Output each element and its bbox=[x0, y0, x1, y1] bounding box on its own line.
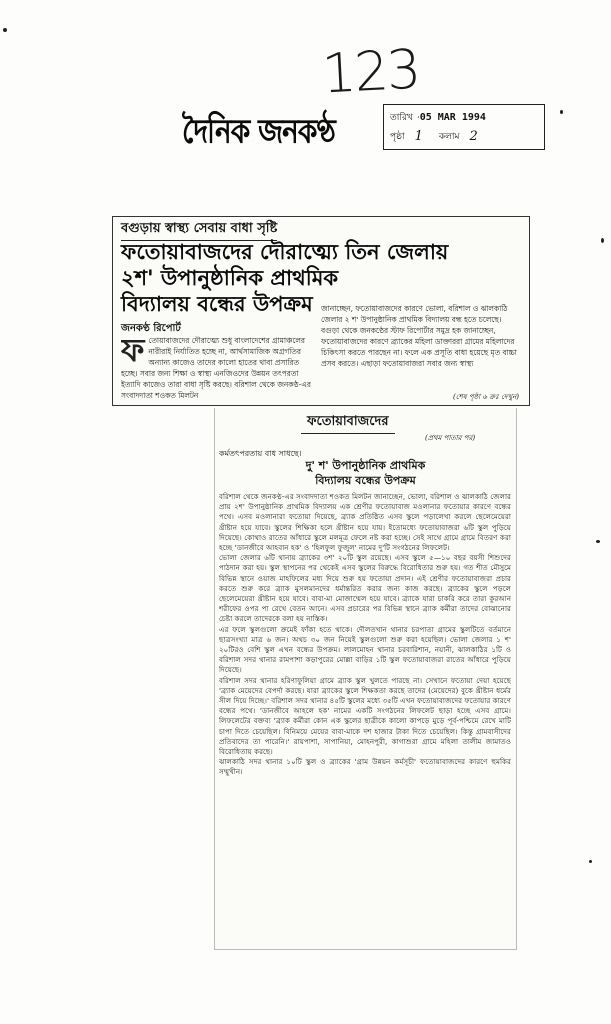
headline-line-1: ফতোয়াবাজদের দৌরাত্ম্যে তিন জেলায় bbox=[121, 239, 449, 264]
scan-speck bbox=[589, 860, 592, 863]
scan-speck bbox=[596, 540, 600, 543]
continuation-sub-note: (প্রথম পাতার পর) bbox=[425, 434, 476, 442]
headline-line-2: ২শ' উপানুষ্ঠানিক প্রাথমিক bbox=[121, 265, 339, 290]
article-right-column: জানাচ্ছেন, ফতোয়াবাজদের কারণে ভোলা, বরিশাল ও ঝালকাঠি জেলার ২ শ' উপানুষ্ঠানিক প্রাথমিক বিদ্যালয় বন্ধ হতে চলেছে। বগুড়া থেকে জনকণ্ঠের স্টাফ রিপোর্টার সমুদ্র হক জানাচ্ছেন, ফতোয়াবাজদের কারণে ব্র্যাকের মহিলা ডাক্তাররা গ্রামের মহিলাদের চিকিৎসা করতে পারছেন না। ফলে এক প্রসূতি বাধা হয়েছে মৃত বাচ্চা প্রসব করতে। এছাড়া ফতোয়াবাজরা সবার জন্য স্বাস্থ্য bbox=[321, 304, 517, 368]
article-byline: জনকণ্ঠ রিপোর্ট bbox=[121, 323, 181, 334]
article-left-column bbox=[121, 335, 311, 399]
stamp-page-label: পৃষ্ঠা bbox=[390, 132, 405, 142]
scan-speck bbox=[560, 110, 563, 114]
body-paragraph: ঝালকাঠি সদর থানার ১০টি স্কুল ও ব্র্যাকের 'গ্রাম উন্নয়ন কর্মসূচী' ফতোয়াবাজদের কারণে হুমকির সম্মুখীন। bbox=[219, 757, 511, 777]
continuation-heading: ফতোয়াবাজদের bbox=[301, 412, 395, 434]
continuation-lead: কর্মতৎপরতায় বাধ সাধছে। bbox=[219, 449, 302, 458]
continued-note: (শেষ পৃষ্ঠা ৬ ক্রঃ দেখুন) bbox=[453, 393, 519, 401]
stamp-date-label: তারিখ bbox=[390, 113, 413, 123]
stamp-column-value: 2 bbox=[469, 129, 478, 144]
body-paragraph: বরিশাল থেকে জনকণ্ঠ-এর সংবাদদাতা শওকত মিলটন জানাচ্ছেন, ভোলা, বরিশাল ও ঝালকাঠি জেলার প্রায় ২শ' উপানুষ্ঠানিক প্রাথমিক বিদ্যালয় এক শ্রেণীর ফতোয়াবাজ মওলানার ফতোয়ার কারণে বন্ধের পথে। এসব মওলানারা ফতোয়া দিয়েছে, ব্র্যাক প্রতিষ্ঠিত এসব স্কুলে পড়ালেখা করলে ছেলেমেয়েরা খ্রীষ্টান হয়ে যাবে। স্কুলের শিক্ষিকা হলে খ্রীষ্টান হয়ে যায়। ইতোমধ্যে ফতোয়াবাজরা ৬টি স্কুল পুড়িয়ে দিয়েছে। কোথাও রাতের আঁধারে স্কুলে মলমূত্র ফেলে নষ্ট করা হচ্ছে। সেই সাথে গ্রামে গ্রামে বিতরণ করা হচ্ছে 'ডানজীবে আহবান হক' ও 'হিলফুল ফুজুল' নামের দু'টি সংগঠনের লিফলেট। bbox=[219, 492, 511, 553]
subhead-line-2: বিদ্যালয় বন্ধের উপক্রম bbox=[315, 474, 416, 487]
stamp-page-value: 1 bbox=[414, 129, 423, 144]
stamp-page-row bbox=[390, 127, 538, 146]
scan-speck bbox=[3, 28, 7, 32]
archive-stamp bbox=[383, 104, 545, 150]
handwritten-page-number: 123 bbox=[320, 37, 421, 106]
subhead-line-1: দু' শ' উপানুষ্ঠানিক প্রাথমিক bbox=[305, 459, 426, 472]
body-paragraph: বরিশাল সদর থানার হরিণাফুলিয়া গ্রামে ব্র্যাক স্কুল খুলতে পারছে না। সেখানে ফতোয়া দেয়া হয়েছে 'ব্র্যাক মেয়েদের বেপর্দা করছে। যারা ব্র্যাকের স্কুলে শিক্ষকতা করছে তাদের (মেয়েদের) বুকে খ্রীষ্টান ধর্মের সীল দিয়ে দিচ্ছে।' বরিশাল সদর থানার ৪৫টি স্কুলের মধ্যে ৩৫টি এখন ফতোয়াবাজদের ফতোয়ার কারণে বন্ধের পথে। 'ডানজীবে আহলে হক' নামের একটি সংগঠনের লিফলেট ছাড়া হচ্ছে এসব গ্রামে। লিফলেটের বক্তব্য 'ব্র্যাক কর্মীরা কোন এক স্কুলের ছাত্রীকে কালো কাপড়ে মুড়ে পূর্ব-পশ্চিমে রেখে মাটি চাপা দিতে চেয়েছিল। বিনিময়ে মেয়ের বাবা-মাকে দশ হাজার টাকা দিতে চেয়েছিল। কিন্তু গ্রামবাসীদের প্রতিবাদের তা পারেনি।' রায়পাশা, সাপানিয়া, মোহনপুরী, কাগাশুরা গ্রামে মহিলা তালীম জামাতও বিরোধিতায় করছে। bbox=[219, 675, 511, 757]
continuation-subhead bbox=[215, 458, 516, 488]
left-column-text: তোয়াবাজদের দৌরাত্ম্যে শুধু বাংলাদেশের গ্রামাঞ্চলের নারীরাই নির্যাতিত হচ্ছে না, আর্থসামাজিক অগ্রগতির অন্যান্য কাজেও তাদের কালো হাতের থাবা প্রসারিত হচ্ছে। সবার জন্য শিক্ষা ও স্বাস্থ্য এনজিওদের উন্নয়ন তৎপরতা ইত্যাদি কাজেও তারা বাধা সৃষ্টি করছে। বরিশাল থেকে জনকণ্ঠ-এর সংবাদদাতা শওকত মিলটন bbox=[121, 336, 311, 399]
continuation-body bbox=[219, 492, 511, 944]
stamp-sep: · bbox=[416, 112, 420, 123]
stamp-date-value: 05 MAR 1994 bbox=[419, 112, 486, 123]
front-page-clipping bbox=[112, 216, 530, 406]
stamp-date-row bbox=[390, 108, 538, 127]
body-paragraph: এর ফলে স্কুলগুলো ক্রমেই ফাঁকা হতে থাকে। দৌলতখান থানার চরপাতা গ্রামের স্কুলটিতে বর্তমানে ছাত্রসংখ্যা মাত্র ৬ জন। অথচ ৩০ জন নিয়েই স্কুলগুলো শুরু করা হয়েছিল। ভোলা জেলার ১ শ' ২০টিরও বেশি স্কুল এখন বন্ধের উপক্রম। লালমোহন থানার চরবারিশান, নয়ানী, ঝালকাঠির ১টি ও বরিশাল সদর থানার রামপাশা কড়াপুরের মোল্লা বাড়ির ১টি স্কুল ফতোয়াবাজরা রাতের আঁধারে পুড়িয়ে দিয়েছে। bbox=[219, 624, 511, 675]
scan-speck bbox=[601, 238, 604, 243]
body-paragraph: ভোলা জেলার ৬টি থানায় ব্র্যাকের ৩শ' ২০টি স্কুল রয়েছে। এসব স্কুলে ৫—১০ বছর বয়সী শিশুদের পাঠদান করা হয়। স্কুল স্থাপনের পর থেকেই এসব স্কুলের বিরুদ্ধে বিরোধিতার শুরু হয়। গত শীত মৌসুমে বিভিন্ন স্থানে ওয়াজ মাহফিলের মধ্য দিয়ে শুরু হয় ফতোয়া প্রদান। এই শ্রেণীর ফতোয়াবাজরা প্রচার করতে শুরু করে ব্র্যাক মুসলমানদের ধর্মান্তরিত করার জন্য কাজ করছে। ব্র্যাকের স্কুলে পড়লে ছেলেমেয়েরা খ্রীষ্টান হয়ে যাবে। বাবা-মা মোজাম্মেল হয়ে যাবে। ব্র্যাকে যারা চাকরি করে তারা কুরআন শরীফের ওপর পা রেখে বেতন আনে। এসব প্রচারের পর বিভিন্ন স্থানে ব্র্যাক কর্মীরা তাদের বোঝানোর চেষ্টা করলে তাদেরকে বলা হয় নাস্তিক। bbox=[219, 553, 511, 624]
stamp-column-label: কলাম bbox=[438, 132, 460, 142]
article-kicker: বগুড়ায় স্বাস্থ্য সেবায় বাধা সৃষ্টি bbox=[121, 219, 277, 241]
continuation-clipping bbox=[214, 408, 517, 950]
newspaper-masthead: দৈনিক জনকণ্ঠ bbox=[182, 111, 335, 151]
headline-line-3: বিদ্যালয় বন্ধের উপক্রম bbox=[121, 291, 313, 316]
drop-cap: ফ bbox=[121, 335, 145, 369]
